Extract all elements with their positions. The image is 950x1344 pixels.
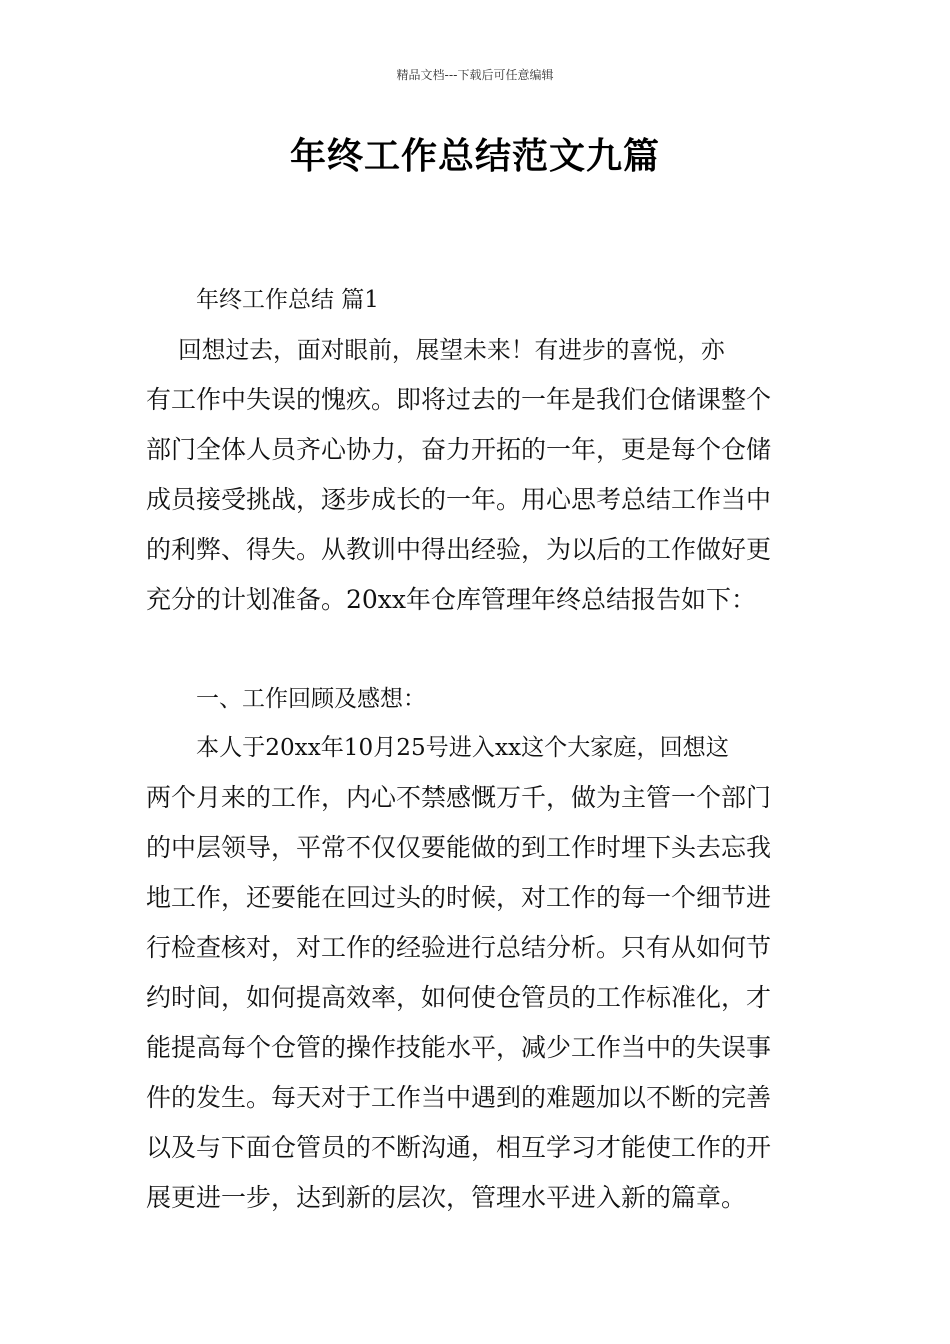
text-line: 回想过去，面对眼前，展望未来！有进步的喜悦，亦 (178, 336, 725, 364)
header-note: 精品文档---下载后可任意编辑 (396, 68, 554, 82)
text-line: 展更进一步，达到新的层次，管理水平进入新的篇章。 (146, 1183, 747, 1212)
text-line: 能提高每个仓管的操作技能水平，减少工作当中的失误事 (146, 1033, 772, 1062)
document-title: 年终工作总结范文九篇 (289, 136, 660, 177)
section-heading: 年终工作总结 篇1 (196, 287, 379, 313)
text-line: 约时间，如何提高效率，如何使仓管员的工作标准化，才 (146, 983, 772, 1012)
text-line: 的利弊、得失。从教训中得出经验，为以后的工作做好更 (146, 535, 772, 564)
text-line: 成员接受挑战，逐步成长的一年。用心思考总结工作当中 (146, 485, 772, 514)
text-line: 有工作中失误的愧疚。即将过去的一年是我们仓储课整个 (146, 385, 772, 414)
text-line: 部门全体人员齐心协力，奋力开拓的一年，更是每个仓储 (146, 435, 772, 464)
text-line: 行检查核对，对工作的经验进行总结分析。只有从如何节 (146, 933, 772, 962)
text-line: 地工作，还要能在回过头的时候，对工作的每一个细节进 (146, 883, 772, 912)
text-line: 充分的计划准备。20xx年仓库管理年终总结报告如下： (146, 585, 757, 614)
text-line: 本人于20xx年10月25号进入xx这个大家庭，回想这 (196, 735, 729, 761)
text-line: 以及与下面仓管员的不断沟通，相互学习才能使工作的开 (146, 1133, 772, 1162)
subsection-heading: 一、工作回顾及感想： (196, 686, 426, 712)
text-line: 的中层领导，平常不仅仅要能做的到工作时埋下头去忘我 (146, 833, 772, 862)
text-line: 件的发生。每天对于工作当中遇到的难题加以不断的完善 (146, 1083, 772, 1112)
text-line: 两个月来的工作，内心不禁感慨万千，做为主管一个部门 (146, 783, 772, 812)
